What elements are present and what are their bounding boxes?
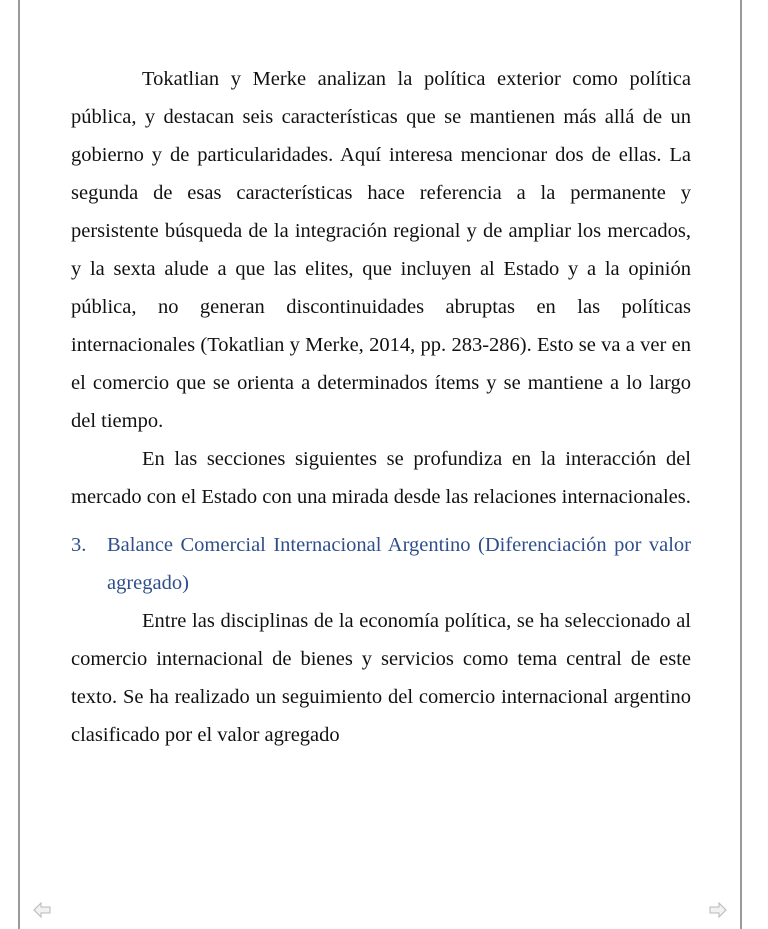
body-paragraph: Tokatlian y Merke analizan la política exterior como política pública, y destacan seis características que se mantienen más allá de un gobierno y de particularidades. Aquí interesa mencionar dos de ellas. La segunda de esas características hace referencia a la permanente y persistente búsqueda de la integración regional y de ampliar los mercados, y la sexta alude a que las elites, que incluyen al Estado y a la opinión pública, no generan discontinuidades abruptas en las políticas internacionales (Tokatlian y Merke, 2014, pp. 283-286). Esto se va a ver en el comercio que se orienta a determinados ítems y se mantiene a lo largo del tiempo. xyxy=(71,68,691,432)
right-arrow-icon[interactable] xyxy=(708,900,728,920)
body-paragraph: Entre las disciplinas de la economía política, se ha seleccionado al comercio internacional de bienes y servicios como tema central de este texto. Se ha realizado un seguimiento del comercio internacional argentino clasificado por el valor agregado xyxy=(71,610,691,746)
section-number: 3. xyxy=(71,534,87,556)
left-arrow-icon[interactable] xyxy=(32,900,52,920)
body-paragraph: En las secciones siguientes se profundiza en la interacción del mercado con el Estado con una mirada desde las relaciones internacionales. xyxy=(71,448,691,508)
page-border-right xyxy=(740,0,742,929)
document-body xyxy=(71,60,691,754)
section-title: Balance Comercial Internacional Argentino (Diferenciación por valor agregado) xyxy=(107,534,691,594)
page-border-left xyxy=(18,0,20,929)
section-heading xyxy=(71,526,691,602)
